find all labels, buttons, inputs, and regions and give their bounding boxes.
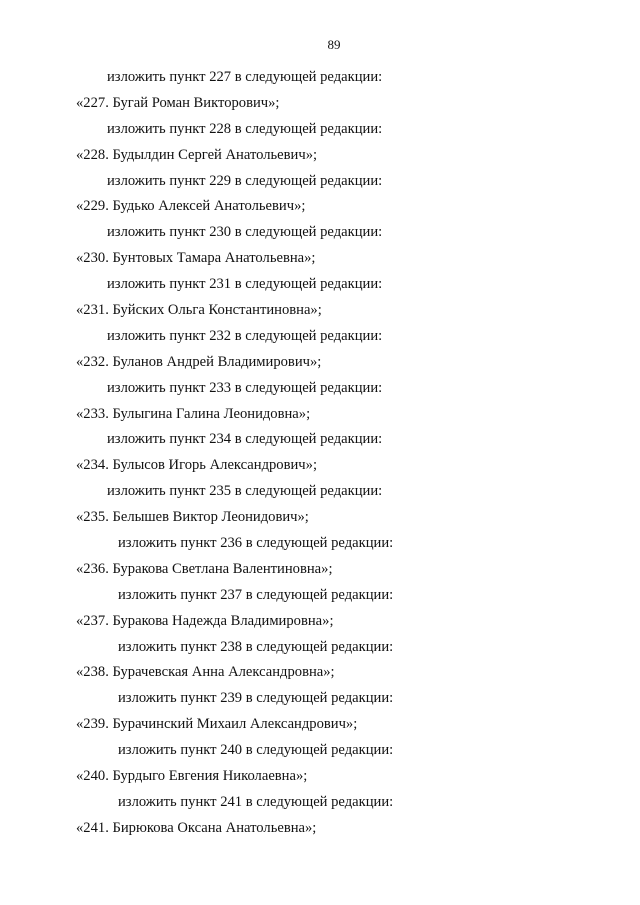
list-item-entry: «240. Бурдыго Евгения Николаевна»; <box>76 768 308 785</box>
list-item-entry: «231. Буйских Ольга Константиновна»; <box>76 302 322 319</box>
list-item-instruction: изложить пункт 227 в следующей редакции: <box>107 69 383 85</box>
list-item-entry: «227. Бугай Роман Викторович»; <box>76 94 280 111</box>
list-item-entry: «230. Бунтовых Тамара Анатольевна»; <box>76 250 316 267</box>
page-number: 89 <box>327 37 341 52</box>
list-item-entry: «237. Буракова Надежда Владимировна»; <box>76 612 334 629</box>
list-item-instruction: изложить пункт 229 в следующей редакции: <box>107 172 383 189</box>
list-item-entry: «236. Буракова Светлана Валентиновна»; <box>76 560 333 577</box>
list-item-instruction: изложить пункт 230 в следующей редакции: <box>107 224 383 241</box>
list-item-instruction: изложить пункт 233 в следующей редакции: <box>107 379 383 396</box>
list-item-instruction: изложить пункт 236 в следующей редакции: <box>118 535 394 552</box>
list-item-entry: «233. Булыгина Галина Леонидовна»; <box>76 405 311 422</box>
list-item-instruction: изложить пункт 238 в следующей редакции: <box>118 638 394 655</box>
amendment-list <box>0 64 640 841</box>
list-item-entry: «239. Бурачинский Михаил Александрович»; <box>76 716 358 733</box>
list-item-entry: «228. Будылдин Сергей Анатольевич»; <box>76 146 318 163</box>
list-item-instruction: изложить пункт 241 в следующей редакции: <box>118 793 394 810</box>
list-item-instruction: изложить пункт 237 в следующей редакции: <box>118 586 394 603</box>
list-item-instruction: изложить пункт 231 в следующей редакции: <box>107 276 383 293</box>
list-item-entry: «238. Бурачевская Анна Александровна»; <box>76 664 335 681</box>
list-item-entry: «234. Булысов Игорь Александрович»; <box>76 457 317 474</box>
list-item-instruction: изложить пункт 240 в следующей редакции: <box>118 742 394 759</box>
list-item-instruction: изложить пункт 235 в следующей редакции: <box>107 483 383 500</box>
list-item-instruction: изложить пункт 228 в следующей редакции: <box>107 120 383 137</box>
list-item-instruction: изложить пункт 239 в следующей редакции: <box>118 690 394 707</box>
list-item-entry: «235. Белышев Виктор Леонидович»; <box>76 509 309 526</box>
list-item-entry: «241. Бирюкова Оксана Анатольевна»; <box>76 819 317 836</box>
list-item-entry: «229. Будько Алексей Анатольевич»; <box>76 198 306 215</box>
list-item-instruction: изложить пункт 232 в следующей редакции: <box>107 327 383 344</box>
list-item-instruction: изложить пункт 234 в следующей редакции: <box>107 431 383 448</box>
list-item-entry: «232. Буланов Андрей Владимирович»; <box>76 353 322 370</box>
